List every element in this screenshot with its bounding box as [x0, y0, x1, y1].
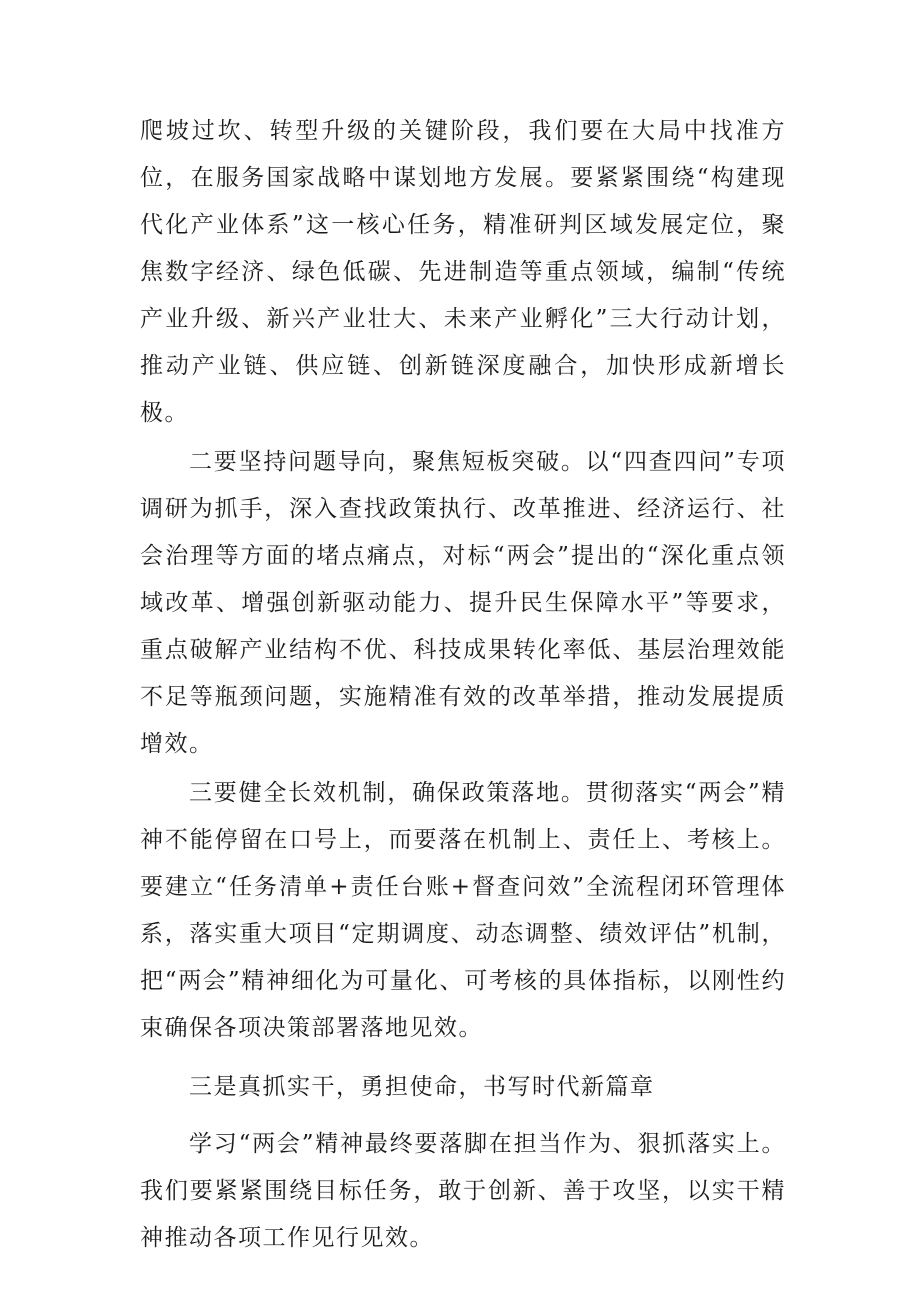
- section-heading: 三是真抓实干，勇担使命，书写时代新篇章: [189, 1074, 655, 1100]
- paragraph-1: 爬坡过坎、转型升级的关键阶段，我们要在大局中找准方位，在服务国家战略中谋划地方发展。要紧紧围绕“构建现代化产业体系”这一核心任务，精准研判区域发展定位，聚焦数字经济、绿色低碳、先进制造等重点领域，编制“传统产业升级、新兴产业壮大、未来产业孵化”三大行动计划，推动产业链、供应链、创新链深度融合，加快形成新增长极。: [140, 118, 786, 426]
- document-body: [140, 108, 786, 1264]
- closing-paragraph: 学习“两会”精神最终要落脚在担当作为、狠抓落实上。我们要紧紧围绕目标任务，敢于创新、善于攻坚，以实干精神推动各项工作见行见效。: [140, 1131, 786, 1251]
- paragraph-3: 三要健全长效机制，确保政策落地。贯彻落实“两会”精神不能停留在口号上，而要落在机制上、责任上、考核上。要建立“任务清单+责任台账+督查问效”全流程闭环管理体系，落实重大项目“定期调度、动态调整、绩效评估”机制，把“两会”精神细化为可量化、可考核的具体指标，以刚性约束确保各项决策部署落地见效。: [140, 780, 786, 1041]
- paragraph-2: 二要坚持问题导向，聚焦短板突破。以“四查四问”专项调研为抓手，深入查找政策执行、改革推进、经济运行、社会治理等方面的堵点痛点，对标“两会”提出的“深化重点领域改革、增强创新驱动能力、提升民生保障水平”等要求，重点破解产业结构不优、科技成果转化率低、基层治理效能不足等瓶颈问题，实施精准有效的改革举措，推动发展提质增效。: [140, 449, 786, 757]
